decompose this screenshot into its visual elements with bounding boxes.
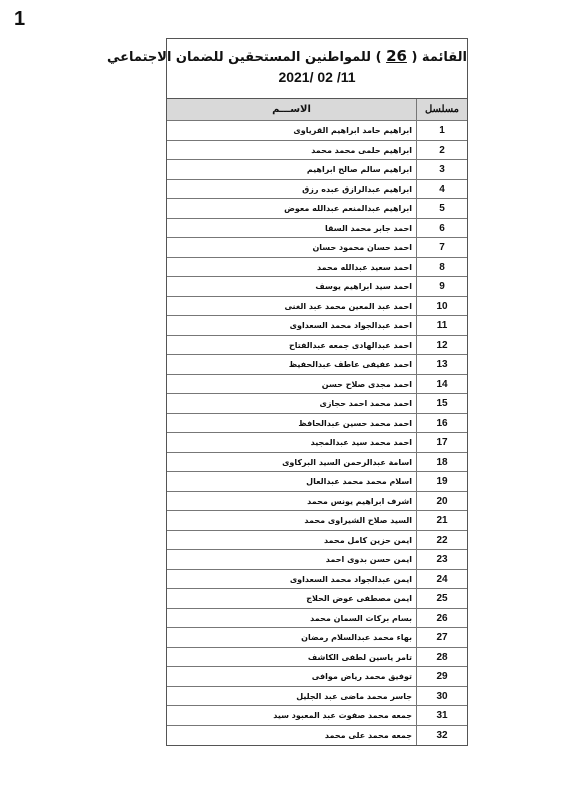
table-row xyxy=(167,219,467,239)
table-row xyxy=(167,433,467,453)
name-cell: اسلام محمد محمد عبدالعال xyxy=(306,477,412,486)
serial-cell: 10 xyxy=(416,297,467,316)
name-cell: ابراهيم عبدالمنعم عبدالله معوض xyxy=(284,204,412,213)
name-cell: احمد عفيفى عاطف عبدالحفيظ xyxy=(288,360,412,369)
serial-cell: 28 xyxy=(416,648,467,667)
table-row xyxy=(167,141,467,161)
serial-cell: 29 xyxy=(416,667,467,686)
name-cell: ايمن عبدالجواد محمد السعداوى xyxy=(289,574,412,584)
table-row xyxy=(167,511,467,531)
serial-cell: 31 xyxy=(416,706,467,725)
table-header xyxy=(167,99,467,121)
serial-cell: 17 xyxy=(416,433,467,452)
table-row xyxy=(167,355,467,375)
list-number: 26 xyxy=(386,47,407,65)
name-cell: احمد سيد ابراهيم يوسف xyxy=(315,282,412,291)
serial-cell: 18 xyxy=(416,453,467,472)
name-cell: ايمن مصطفى عوض الحلاج xyxy=(306,594,412,603)
name-cell: ابراهيم سالم صالح ابراهيم xyxy=(306,165,412,174)
table-row xyxy=(167,570,467,590)
title-prefix: القائمة ( xyxy=(411,50,467,65)
name-cell: جمعه محمد صفوت عبد المعبود سيد xyxy=(273,711,412,720)
table-row xyxy=(167,492,467,512)
table-row xyxy=(167,687,467,707)
name-cell: بهاء محمد عبدالسلام رمضان xyxy=(301,633,412,642)
table-row xyxy=(167,706,467,726)
table-row xyxy=(167,316,467,336)
serial-cell: 15 xyxy=(416,394,467,413)
table-row xyxy=(167,648,467,668)
table-row xyxy=(167,180,467,200)
beneficiaries-list xyxy=(106,38,468,746)
table-row xyxy=(167,121,467,141)
name-cell: اسامة عبدالرحمن السيد البركاوى xyxy=(282,457,412,467)
name-cell: احمد مجدى صلاح حسن xyxy=(321,379,412,389)
serial-cell: 2 xyxy=(416,141,467,160)
serial-header: مسلسل xyxy=(416,99,467,120)
name-cell: ايمن حزين كامل محمد xyxy=(323,535,412,545)
table-row xyxy=(167,550,467,570)
list-date: 2021/ 02 /11 xyxy=(278,69,356,85)
table-row xyxy=(167,472,467,492)
name-header: الاســـم xyxy=(272,104,311,115)
serial-cell: 22 xyxy=(416,531,467,550)
name-cell: احمد محمد حسين عبدالحافظ xyxy=(298,418,412,428)
table-row xyxy=(167,199,467,219)
name-cell: ابراهيم حامد ابراهيم القرياوى xyxy=(293,126,412,135)
serial-cell: 9 xyxy=(416,277,467,296)
name-cell: احمد جابر محمد السقا xyxy=(325,223,412,233)
table-row xyxy=(167,258,467,278)
table-row xyxy=(167,414,467,434)
name-cell: اشرف ابراهيم يونس محمد xyxy=(307,496,412,506)
name-cell: جاسر محمد ماضى عبد الجليل xyxy=(296,691,412,701)
serial-cell: 8 xyxy=(416,258,467,277)
serial-cell: 25 xyxy=(416,589,467,608)
serial-cell: 13 xyxy=(416,355,467,374)
table-row xyxy=(167,394,467,414)
name-cell: ابراهيم عبدالرازق عبده رزق xyxy=(302,184,412,194)
table-row xyxy=(167,375,467,395)
serial-cell: 6 xyxy=(416,219,467,238)
serial-cell: 20 xyxy=(416,492,467,511)
name-cell: بسام بركات السمان محمد xyxy=(310,613,412,623)
table-row xyxy=(167,531,467,551)
serial-cell: 7 xyxy=(416,238,467,257)
serial-cell: 23 xyxy=(416,550,467,569)
serial-cell: 21 xyxy=(416,511,467,530)
title-line xyxy=(106,47,467,67)
name-cell: ايمن حسن بدوى احمد xyxy=(325,555,412,564)
table-row xyxy=(167,667,467,687)
names-table xyxy=(167,99,467,745)
name-cell: احمد محمد احمد حجازى xyxy=(319,399,412,408)
table-row xyxy=(167,628,467,648)
serial-cell: 30 xyxy=(416,687,467,706)
table-row xyxy=(167,238,467,258)
name-cell: احمد سعيد عبدالله محمد xyxy=(316,262,412,272)
table-row xyxy=(167,297,467,317)
table-row xyxy=(167,726,467,746)
name-cell: جمعه محمد على محمد xyxy=(324,730,412,740)
table-row xyxy=(167,453,467,473)
serial-cell: 19 xyxy=(416,472,467,491)
serial-cell: 14 xyxy=(416,375,467,394)
name-cell: احمد محمد سيد عبدالمجيد xyxy=(310,438,412,447)
table-row xyxy=(167,277,467,297)
table-row xyxy=(167,160,467,180)
name-cell: احمد عبد المعين محمد عبد الغنى xyxy=(284,301,412,311)
name-cell: احمد عبدالهادى جمعه عبدالفتاح xyxy=(288,340,412,350)
serial-cell: 11 xyxy=(416,316,467,335)
name-cell: تامر ياسين لطفى الكاشف xyxy=(307,652,412,662)
title-suffix: ) للمواطنين المستحقين للضمان الاجتماعي xyxy=(106,50,382,65)
serial-cell: 27 xyxy=(416,628,467,647)
serial-cell: 32 xyxy=(416,726,467,746)
table-row xyxy=(167,609,467,629)
name-cell: احمد حسان محمود حسان xyxy=(312,243,412,252)
serial-cell: 4 xyxy=(416,180,467,199)
table-body xyxy=(167,121,467,745)
serial-cell: 1 xyxy=(416,121,467,140)
name-cell: احمد عبدالجواد محمد السعداوى xyxy=(289,321,412,330)
table-row xyxy=(167,336,467,356)
serial-cell: 12 xyxy=(416,336,467,355)
serial-cell: 5 xyxy=(416,199,467,218)
serial-cell: 26 xyxy=(416,609,467,628)
serial-cell: 3 xyxy=(416,160,467,179)
list-title xyxy=(106,39,467,99)
serial-cell: 16 xyxy=(416,414,467,433)
name-cell: ابراهيم حلمى محمد محمد xyxy=(311,145,412,155)
name-cell: السيد صلاح الشيراوى محمد xyxy=(304,516,412,525)
table-row xyxy=(167,589,467,609)
name-cell: توفيق محمد رياض موافى xyxy=(311,672,412,681)
page-number: 1 xyxy=(14,8,26,30)
serial-cell: 24 xyxy=(416,570,467,589)
